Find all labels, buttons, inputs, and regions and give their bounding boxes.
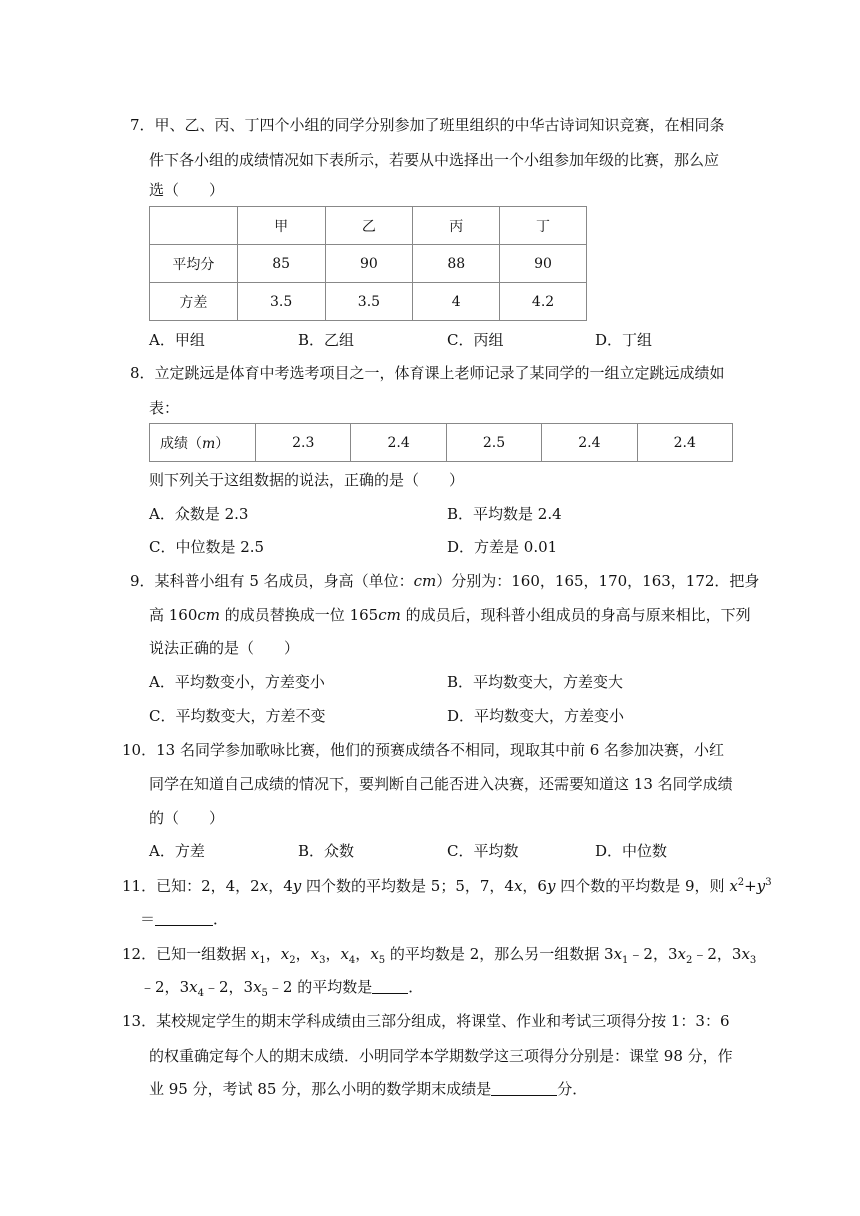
q12-subscript: 5: [261, 988, 268, 999]
q7-table: [149, 206, 587, 321]
q12-var: x: [310, 945, 320, 963]
table-cell: 2.4: [351, 424, 446, 462]
q11-var: y: [292, 877, 302, 895]
q10-line3: 的（ ）: [149, 809, 225, 827]
q9-text: ）分别为：160，165，170，163，172．把身: [436, 572, 760, 590]
q12-subscript: 1: [259, 955, 266, 966]
q9-line1: [130, 571, 759, 591]
q12-text: ﹣2 的平均数是: [267, 978, 373, 996]
table-cell: 4: [413, 283, 500, 321]
q12-text: 已知一组数据: [156, 945, 251, 963]
q12-var: x: [370, 945, 379, 963]
q11-text: ＝: [140, 910, 156, 928]
table-cell: 丙: [413, 207, 500, 245]
q7-number: 7．: [130, 116, 155, 134]
q12-text: ，: [164, 978, 180, 996]
table-cell: 85: [237, 245, 325, 283]
q12-subscript: 5: [378, 955, 386, 966]
q12-var: x: [677, 945, 686, 963]
q12-var: x: [250, 945, 260, 963]
q12-line1: [122, 944, 756, 964]
table-cell: 88: [413, 245, 500, 283]
q10-number: 10．: [122, 741, 157, 759]
q12-text: 的平均数是 2，那么另一组数据 3: [385, 945, 614, 963]
q12-text: ，3: [716, 945, 742, 963]
q9-number: 9．: [130, 572, 155, 590]
q11-text: ．: [213, 910, 229, 928]
q12-text: ﹣2: [628, 945, 653, 963]
table-cell: 甲: [237, 207, 325, 245]
table-cell: 乙: [325, 207, 413, 245]
q12-number: 12．: [122, 945, 157, 963]
table-cell: 2.4: [542, 424, 637, 462]
q11-line2: [140, 909, 228, 929]
q12-subscript: 4: [197, 988, 204, 999]
q8-text1: 立定跳远是体育中考选考项目之一，体育课上老师记录了某同学的一组立定跳远成绩如: [154, 364, 725, 382]
answer-blank: [372, 979, 408, 994]
q13-text1: 某校规定学生的期末学科成绩由三部分组成，将课堂、作业和考试三项得分按 1：3：6: [156, 1012, 730, 1030]
q13-line1: [122, 1011, 730, 1031]
q8-number: 8．: [130, 364, 155, 382]
table-cell: 90: [500, 245, 587, 283]
label-text: ）: [215, 435, 230, 452]
q12-text: ﹣2: [140, 978, 165, 996]
table-row: [150, 245, 587, 283]
q10-text1: 13 名同学参加歌咏比赛，他们的预赛成绩各不相同，现取其中前 6 名参加决赛，小红: [156, 741, 725, 759]
q8-line3: 则下列关于这组数据的说法，正确的是（ ）: [149, 471, 465, 489]
table-cell: 90: [325, 245, 413, 283]
q8-line1: [130, 363, 725, 383]
q13-number: 13．: [122, 1012, 157, 1030]
q7-line2: 件下各小组的成绩情况如下表所示，若要从中选择出一个小组参加年级的比赛，那么应: [149, 151, 720, 169]
table-row: [150, 207, 587, 245]
q11-var: x: [513, 877, 523, 895]
q9-unit: cm: [197, 606, 221, 624]
q13-line3: [149, 1079, 587, 1099]
q11-line1: [122, 876, 772, 896]
q11-number: 11．: [122, 877, 157, 895]
q9-unit: cm: [413, 572, 437, 590]
q11-text: 四个数的平均数是 9，则: [555, 877, 730, 895]
q12-subscript: 3: [749, 955, 757, 966]
q8-option-a: A．众数是 2.3: [149, 505, 249, 523]
q12-text: ﹣2: [692, 945, 717, 963]
q7-line1: [130, 115, 725, 135]
table-row: [150, 424, 733, 462]
q11-text: +: [744, 877, 757, 895]
q8-option-d: D．方差是 0.01: [447, 538, 558, 556]
q10-line1: [122, 740, 724, 760]
table-cell: 丁: [500, 207, 587, 245]
q9-option-a: A．平均数变小，方差变小: [149, 673, 325, 691]
q12-line2: ﹣2，$3x_4﹣2$，$3x_5﹣2$ 的平均数是 ．: [140, 978, 424, 999]
q12-subscript: 1: [622, 955, 629, 966]
q7-line3: 选（ ）: [149, 181, 225, 199]
q9-option-d: D．平均数变大，方差变小: [447, 707, 625, 725]
table-cell: 2.3: [256, 424, 351, 462]
table-cell: [150, 424, 256, 462]
table-cell: 方差: [150, 283, 238, 321]
label-text: 成绩（: [160, 435, 202, 452]
q9-unit: cm: [378, 606, 401, 624]
label-var: m: [202, 435, 216, 452]
table-cell: 2.4: [637, 424, 732, 462]
q11-exponent: 3: [765, 877, 772, 888]
q13-text: 业 95 分，考试 85 分，那么小明的数学期末成绩是: [149, 1080, 492, 1098]
q12-text: ，: [265, 945, 281, 963]
answer-blank: [155, 911, 213, 926]
q9-text: 的成员后，现科普小组成员的身高与原来相比，下列: [400, 606, 751, 624]
q9-line3: 说法正确的是（ ）: [149, 639, 300, 657]
q9-line2: [149, 605, 751, 625]
table-cell: 4.2: [500, 283, 587, 321]
q11-text: ，6: [522, 877, 547, 895]
q11-var: x: [729, 877, 738, 895]
q12-text: ，: [295, 945, 311, 963]
q11-text: 已知：2，4，2: [156, 877, 260, 895]
table-cell: 平均分: [150, 245, 238, 283]
q12-var: x: [253, 978, 262, 996]
q12-text: ，: [325, 945, 341, 963]
q12-subscript: 2: [289, 955, 296, 966]
q12-subscript: 4: [348, 955, 356, 966]
q9-text: 高 160: [149, 606, 198, 624]
table-cell: 2.5: [446, 424, 541, 462]
q12-var: x: [741, 945, 750, 963]
q7-option-b: B．乙组: [298, 331, 355, 349]
q11-text: ，4: [268, 877, 293, 895]
table-cell: 3.5: [237, 283, 325, 321]
q7-option-c: C．丙组: [447, 331, 504, 349]
q12-var: x: [189, 978, 198, 996]
q9-text: 的成员替换成一位 165: [220, 606, 379, 624]
q11-var: x: [259, 877, 269, 895]
q12-text: ，: [228, 978, 244, 996]
q12-text: ，3: [652, 945, 678, 963]
table-row: [150, 283, 587, 321]
answer-blank: [491, 1081, 557, 1096]
q12-text: ，: [355, 945, 371, 963]
q8-line2: 表：: [149, 399, 180, 417]
q8-table: [149, 423, 733, 462]
q9-option-c: C．平均数变大，方差不变: [149, 707, 326, 725]
q13-text: 分．: [557, 1080, 588, 1098]
q10-option-b: B．众数: [298, 842, 355, 860]
q7-option-d: D．丁组: [595, 331, 653, 349]
q12-var: x: [613, 945, 623, 963]
q10-option-c: C．平均数: [447, 842, 519, 860]
q12-var: x: [340, 945, 349, 963]
q11-text: 四个数的平均数是 5；5，7，4: [301, 877, 514, 895]
q11-var: y: [546, 877, 556, 895]
q10-line2: 同学在知道自己成绩的情况下，要判断自己能否进入决赛，还需要知道这 13 名同学成绩: [149, 775, 733, 793]
q9-text: 某科普小组有 5 名成员，身高（单位：: [154, 572, 414, 590]
q13-line2: 的权重确定每个人的期末成绩．小明同学本学期数学这三项得分分别是：课堂 98 分，作: [149, 1047, 733, 1065]
q12-text: ．: [408, 978, 424, 996]
q11-exponent: 2: [737, 877, 745, 888]
q12-subscript: 2: [685, 955, 693, 966]
q11-var: y: [756, 877, 766, 895]
table-cell: 3.5: [325, 283, 413, 321]
q12-subscript: 3: [319, 955, 326, 966]
q12-text: ﹣2: [203, 978, 229, 996]
table-cell: [150, 207, 238, 245]
q7-option-a: A．甲组: [149, 331, 205, 349]
q7-text1: 甲、乙、丙、丁四个小组的同学分别参加了班里组织的中华古诗词知识竞赛，在相同条: [154, 116, 725, 134]
q10-option-d: D．中位数: [595, 842, 668, 860]
q12-var: x: [280, 945, 290, 963]
q10-option-a: A．方差: [149, 842, 205, 860]
q9-option-b: B．平均数变大，方差变大: [447, 673, 624, 691]
q8-option-c: C．中位数是 2.5: [149, 538, 265, 556]
q8-option-b: B．平均数是 2.4: [447, 505, 562, 523]
